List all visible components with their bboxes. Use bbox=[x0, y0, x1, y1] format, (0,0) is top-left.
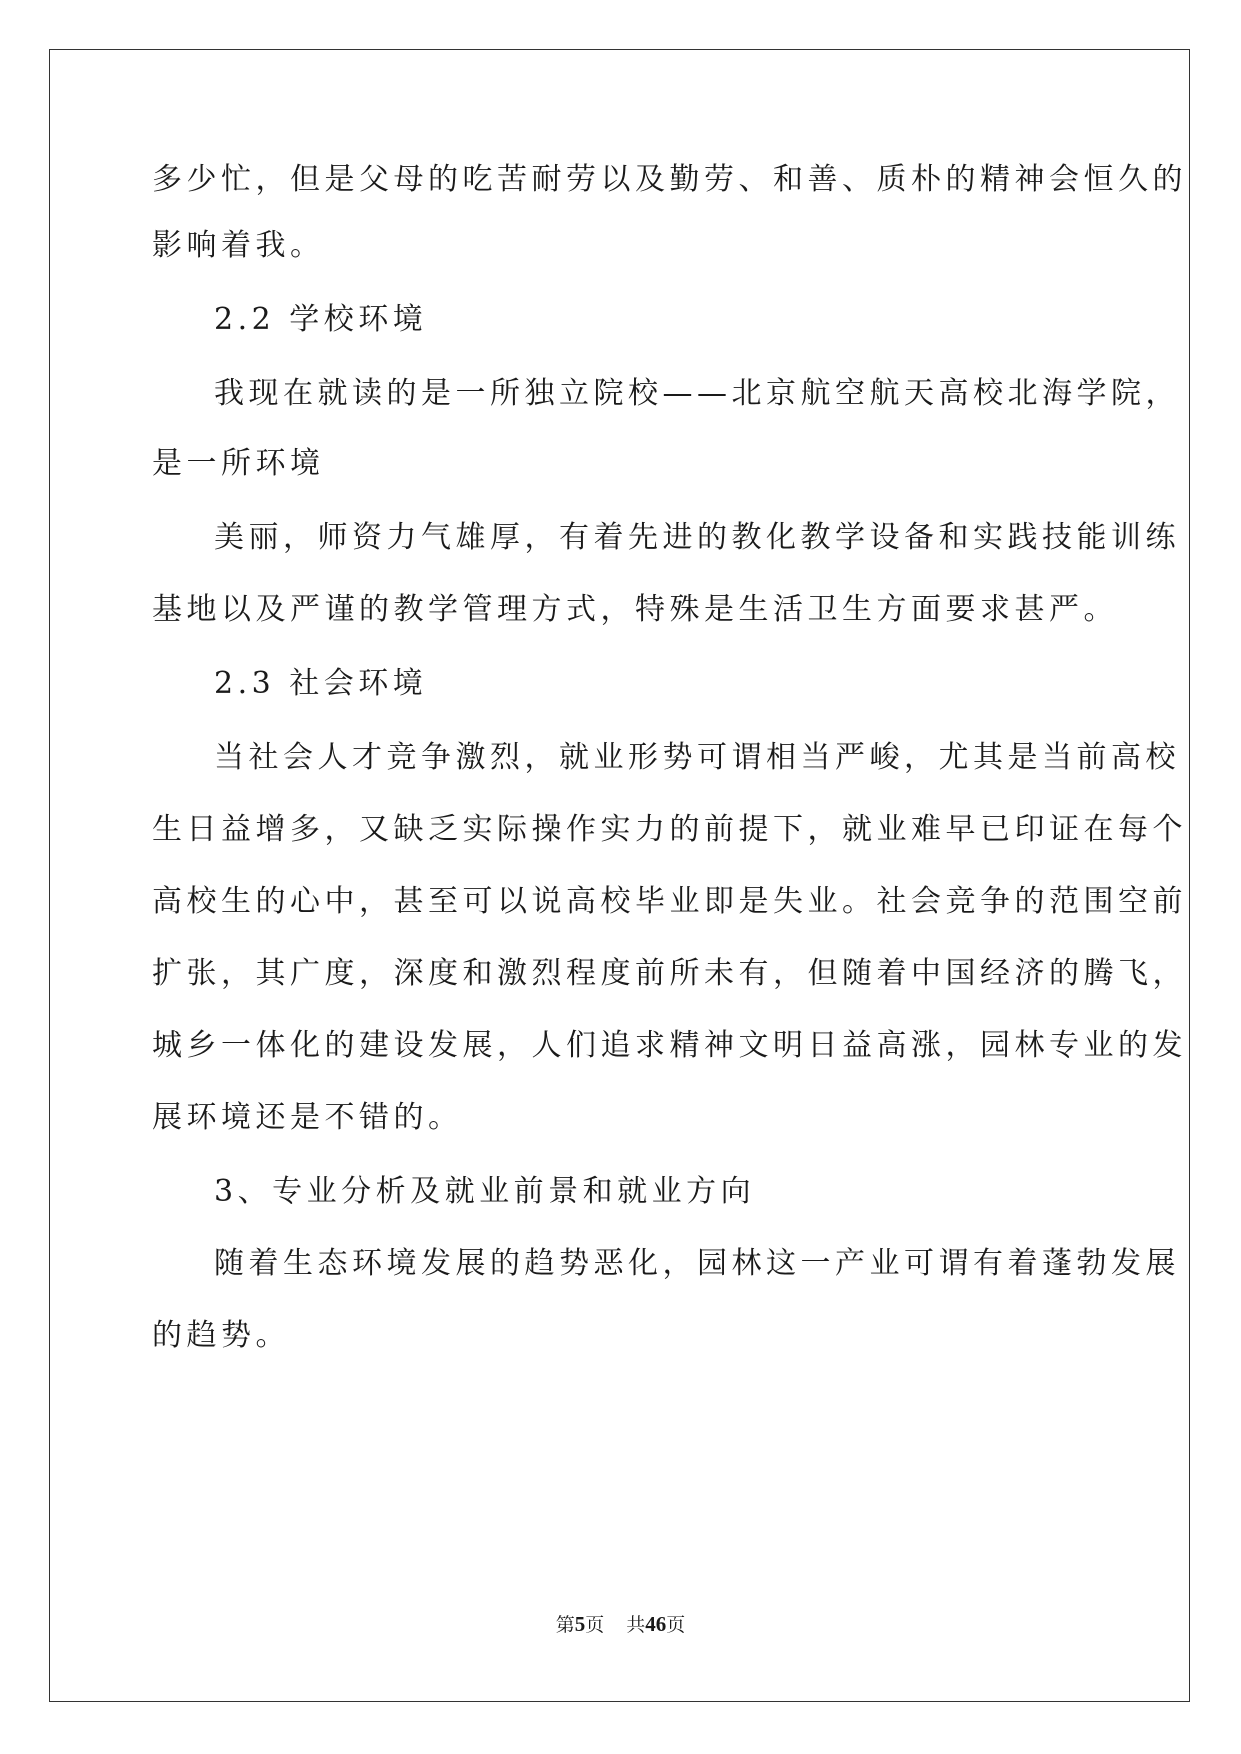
body-line: 的趋势。 bbox=[152, 1318, 290, 1353]
page-footer bbox=[0, 1612, 1241, 1637]
body-line: 展环境还是不错的。 bbox=[152, 1100, 463, 1135]
section-heading-3: 3、专业分析及就业前景和就业方向 bbox=[214, 1174, 756, 1209]
body-line: 城乡一体化的建设发展，人们追求精神文明日益高涨，园林专业的发 bbox=[152, 1028, 1187, 1063]
section-heading-2-3: 2.3 社会环境 bbox=[214, 666, 428, 701]
page-suffix: 页 bbox=[585, 1614, 605, 1636]
body-line: 是一所环境 bbox=[152, 446, 325, 481]
page-prefix: 第 bbox=[555, 1614, 575, 1636]
body-line: 当社会人才竞争激烈，就业形势可谓相当严峻，尤其是当前高校 bbox=[214, 740, 1180, 775]
body-line: 影响着我。 bbox=[152, 228, 325, 263]
body-line: 随着生态环境发展的趋势恶化，园林这一产业可谓有着蓬勃发展 bbox=[214, 1246, 1180, 1281]
body-line: 多少忙，但是父母的吃苦耐劳以及勤劳、和善、质朴的精神会恒久的 bbox=[152, 162, 1187, 197]
total-suffix: 页 bbox=[666, 1614, 686, 1636]
page-border bbox=[49, 49, 1190, 1702]
total-pages: 46 bbox=[645, 1612, 667, 1636]
body-line: 美丽，师资力气雄厚，有着先进的教化教学设备和实践技能训练 bbox=[214, 520, 1180, 555]
body-line: 高校生的心中，甚至可以说高校毕业即是失业。社会竞争的范围空前 bbox=[152, 884, 1187, 919]
body-line: 生日益增多，又缺乏实际操作实力的前提下，就业难早已印证在每个 bbox=[152, 812, 1187, 847]
total-prefix: 共 bbox=[626, 1614, 646, 1636]
body-line: 基地以及严谨的教学管理方式，特殊是生活卫生方面要求甚严。 bbox=[152, 592, 1118, 627]
body-line: 扩张，其广度，深度和激烈程度前所未有，但随着中国经济的腾飞， bbox=[152, 956, 1187, 991]
section-heading-2-2: 2.2 学校环境 bbox=[214, 302, 428, 337]
body-line: 我现在就读的是一所独立院校——北京航空航天高校北海学院， bbox=[214, 376, 1180, 411]
page-number: 5 bbox=[574, 1612, 586, 1636]
